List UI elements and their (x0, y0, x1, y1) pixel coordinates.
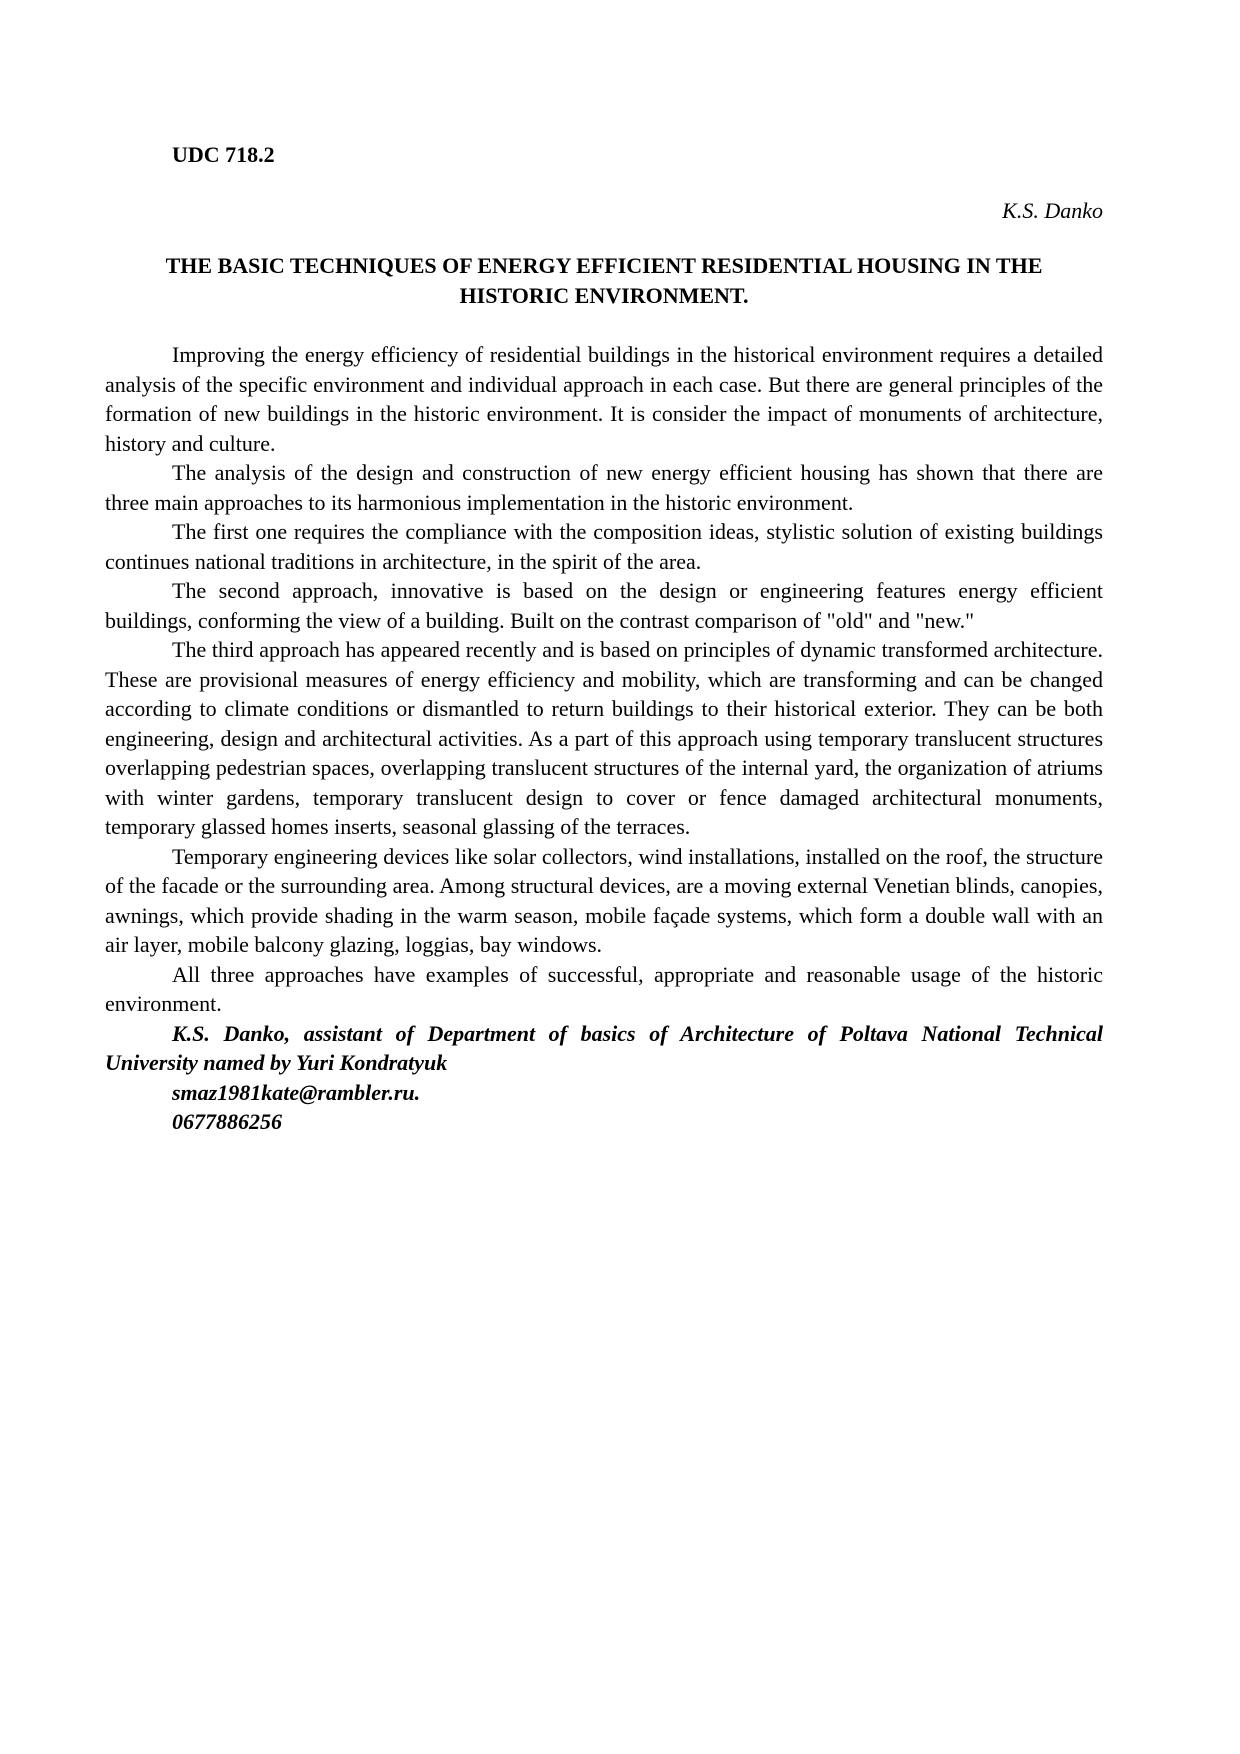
author-email: smaz1981kate@rambler.ru. (172, 1079, 421, 1105)
paragraph-second-approach: The second approach, innovative is based on the design or engineering features energy efficient buildings, conforming the view of a building. Built on the contrast comparison of "old" and "new." (105, 578, 1103, 633)
author-signature: K.S. Danko, assistant of Department of basics of Architecture of Poltava National Technical University named by Yuri Kondratyuk (105, 1020, 1103, 1075)
document-body (105, 340, 1103, 1137)
paragraph-first-approach: The first one requires the compliance with the composition ideas, stylistic solution of existing buildings continues national traditions in architecture, in the spirit of the area. (105, 519, 1103, 574)
author-byline: K.S. Danko (1002, 197, 1103, 223)
udc-code: UDC 718.2 (172, 142, 275, 167)
paragraph-intro: Improving the energy efficiency of residential buildings in the historical environment requires a detailed analysis of the specific environment and individual approach in each case. But there are general principles of the formation of new buildings in the historic environment. It is consider the impact of monuments of architecture, history and culture. (105, 342, 1103, 456)
paragraph-analysis: The analysis of the design and construction of new energy efficient housing has shown that there are three main approaches to its harmonious implementation in the historic environment. (105, 460, 1103, 515)
document-title: THE BASIC TECHNIQUES OF ENERGY EFFICIENT RESIDENTIAL HOUSING IN THE HISTORIC ENVIRONMENT. (165, 253, 1043, 308)
author-phone: 0677886256 (172, 1109, 282, 1134)
paragraph-third-approach: The third approach has appeared recently and is based on principles of dynamic transformed architecture. These are provisional measures of energy efficiency and mobility, which are transforming and can be changed according to climate conditions or dismantled to return buildings to their historical exterior. They can be both engineering, design and architectural activities. As a part of this approach using temporary translucent structures overlapping pedestrian spaces, overlapping translucent structures of the internal yard, the organization of atriums with winter gardens, temporary translucent design to cover or fence damaged architectural monuments, temporary glassed homes inserts, seasonal glassing of the terraces. (105, 637, 1103, 839)
paragraph-devices: Temporary engineering devices like solar collectors, wind installations, installed on the roof, the structure of the facade or the surrounding area. Among structural devices, are a moving external Venetian blinds, canopies, awnings, which provide shading in the warm season, mobile façade systems, which form a double wall with an air layer, mobile balcony glazing, loggias, bay windows. (105, 843, 1103, 957)
paragraph-conclusion: All three approaches have examples of successful, appropriate and reasonable usage of the historic environment. (105, 961, 1103, 1016)
